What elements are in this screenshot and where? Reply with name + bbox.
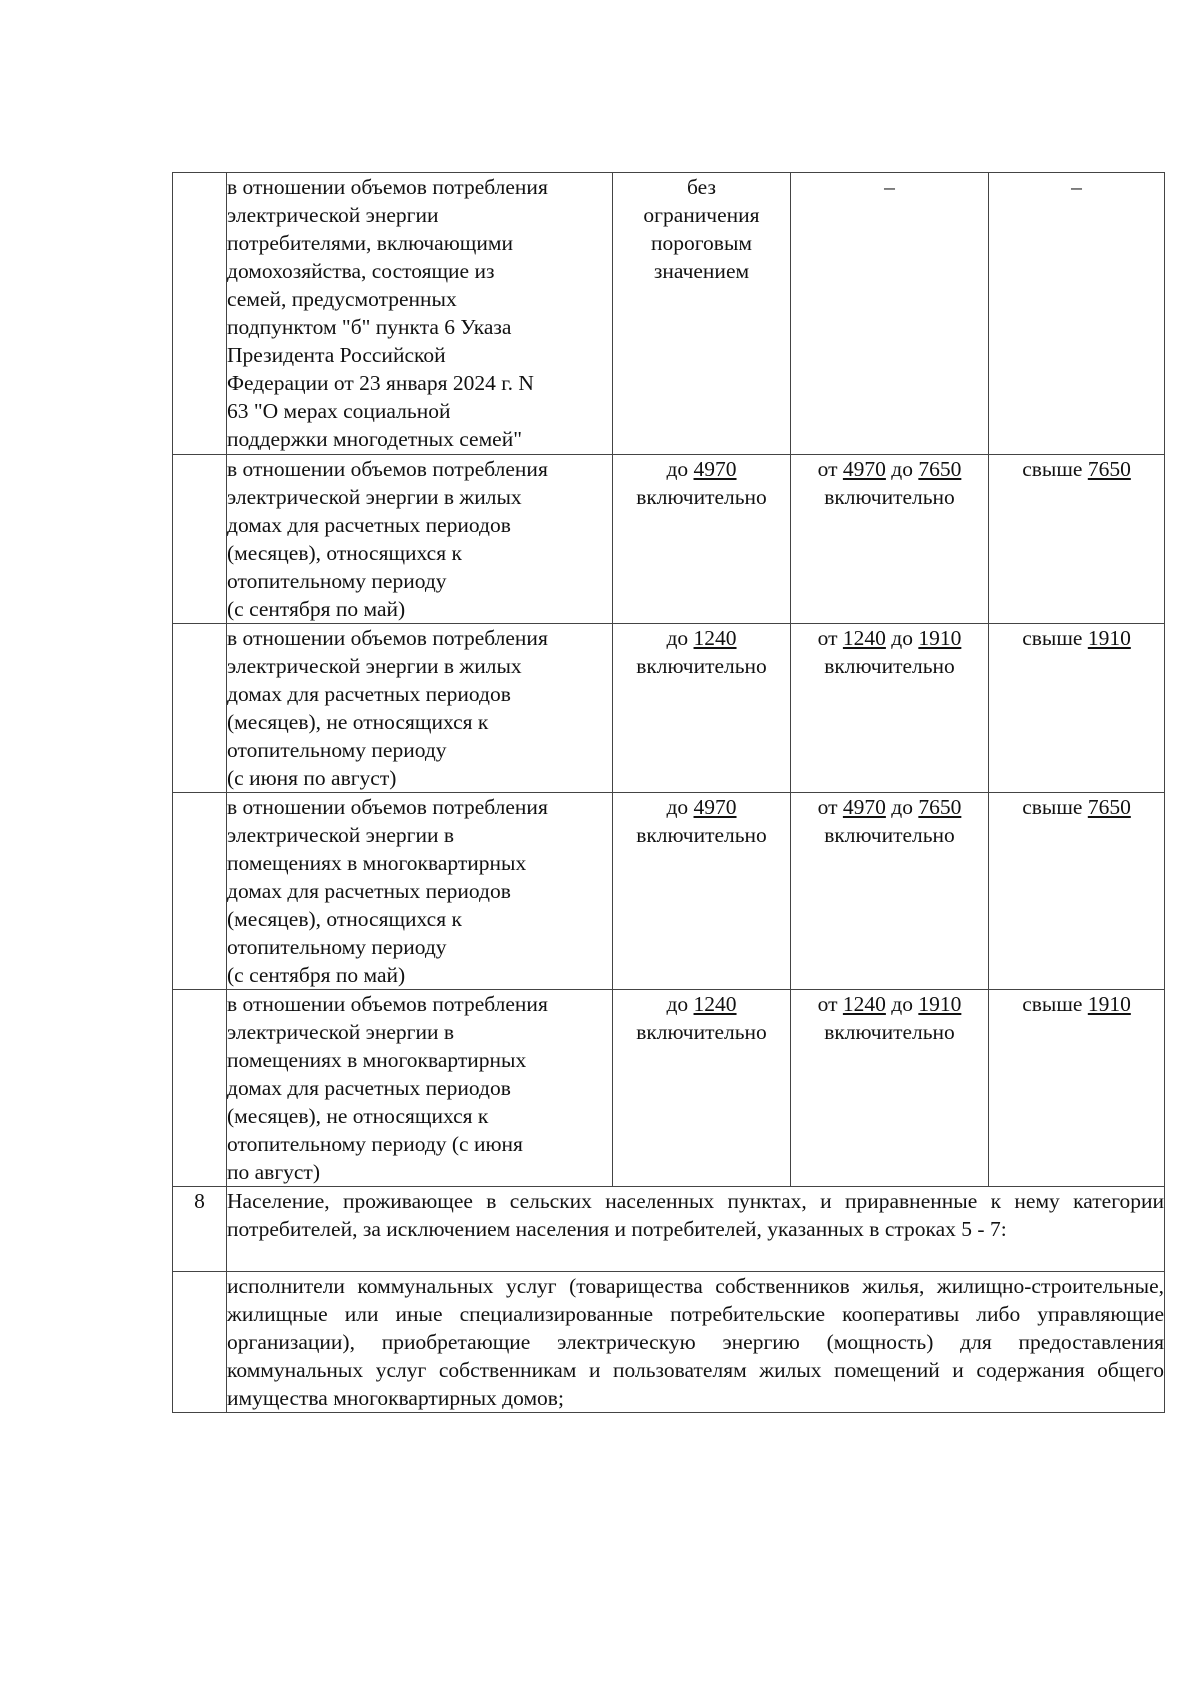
description-line: отопительному периоду (с июня [227,1132,523,1156]
range-separator: до [885,795,919,819]
description-line: (с сентября по май) [227,963,406,987]
threshold-cell-upper [989,455,1165,624]
table-row [173,624,1165,793]
description-cell [227,990,613,1187]
description-line: электрической энергии в [227,1020,454,1044]
table-row [173,1272,1165,1413]
threshold-cell-lower [613,990,791,1187]
section-heading-cell: Население, проживающее в сельских населенных пунктах, и приравненные к нему категории потребителей, за исключением населения и потребителей, указанных в строках 5 - 7: [227,1187,1165,1272]
table-row [173,1187,1165,1272]
description-line: (с сентября по май) [227,597,406,621]
description-line: в отношении объемов потребления [227,626,548,650]
table-row [173,793,1165,990]
description-cell [227,455,613,624]
range-to-link[interactable]: 7650 [918,457,962,481]
threshold-cell-range [791,455,989,624]
range-prefix: от [817,795,843,819]
threshold-value-link[interactable]: 4970 [693,795,737,819]
dash-mark: – [884,175,895,199]
upper-value-link[interactable]: 7650 [1087,795,1131,819]
row-number-cell [173,455,227,624]
row-number-cell [173,173,227,455]
row-number-cell [173,624,227,793]
threshold-cell-range [791,624,989,793]
threshold-cell-upper [989,624,1165,793]
threshold-value-link[interactable]: 1240 [693,992,737,1016]
range-separator: до [885,992,919,1016]
threshold-cell-upper [989,793,1165,990]
description-line: Федерации от 23 января 2024 г. N [227,371,534,395]
description-line: в отношении объемов потребления [227,992,548,1016]
description-line: (месяцев), не относящихся к [227,710,489,734]
threshold-cell-lower [613,173,791,455]
description-line: в отношении объемов потребления [227,795,548,819]
description-line: по август) [227,1160,320,1184]
description-line: домах для расчетных периодов [227,879,511,903]
description-line: подпунктом "б" пункта 6 Указа [227,315,512,339]
range-prefix: от [817,992,843,1016]
upper-value-link[interactable]: 7650 [1087,457,1131,481]
upper-prefix: свыше [1022,992,1088,1016]
threshold-prefix: до [666,992,694,1016]
description-cell [227,173,613,455]
range-suffix: включительно [824,654,955,678]
description-line: (с июня по август) [227,766,397,790]
row-number-cell [173,990,227,1187]
threshold-suffix: включительно [636,1020,767,1044]
upper-value-link[interactable]: 1910 [1087,626,1131,650]
description-line: отопительному периоду [227,738,447,762]
description-line: (месяцев), относящихся к [227,907,462,931]
range-from-link[interactable]: 4970 [842,795,886,819]
range-prefix: от [817,457,843,481]
range-prefix: от [817,626,843,650]
row-number-cell [173,1272,227,1413]
threshold-prefix: до [666,457,694,481]
description-line: в отношении объемов потребления [227,457,548,481]
range-from-link[interactable]: 1240 [842,626,886,650]
threshold-text: ограничения [643,203,760,227]
description-cell [227,624,613,793]
row-number-cell: 8 [173,1187,227,1272]
description-line: домах для расчетных периодов [227,513,511,537]
description-line: 63 "О мерах социальной [227,399,451,423]
threshold-text: без [687,175,716,199]
threshold-cell-lower [613,455,791,624]
threshold-prefix: до [666,795,694,819]
threshold-prefix: до [666,626,694,650]
threshold-suffix: включительно [636,654,767,678]
description-line: (месяцев), относящихся к [227,541,462,565]
description-cell [227,793,613,990]
range-suffix: включительно [824,1020,955,1044]
description-line: электрической энергии в жилых [227,485,522,509]
upper-value-link[interactable]: 1910 [1087,992,1131,1016]
description-line: помещениях в многоквартирных [227,851,527,875]
description-line: Президента Российской [227,343,446,367]
range-from-link[interactable]: 4970 [842,457,886,481]
threshold-cell-lower [613,793,791,990]
description-line: поддержки многодетных семей" [227,427,522,451]
threshold-cell-range [791,990,989,1187]
threshold-cell-range [791,173,989,455]
threshold-value-link[interactable]: 1240 [693,626,737,650]
threshold-text: значением [653,259,750,283]
threshold-cell-upper [989,173,1165,455]
range-separator: до [885,626,919,650]
description-line: домах для расчетных периодов [227,1076,511,1100]
description-line: электрической энергии [227,203,439,227]
table-row [173,455,1165,624]
description-line: отопительному периоду [227,935,447,959]
threshold-value-link[interactable]: 4970 [693,457,737,481]
range-to-link[interactable]: 1910 [918,992,962,1016]
upper-prefix: свыше [1022,457,1088,481]
threshold-cell-lower [613,624,791,793]
threshold-suffix: включительно [636,823,767,847]
description-line: домохозяйства, состоящие из [227,259,495,283]
table-row [173,173,1165,455]
range-suffix: включительно [824,485,955,509]
upper-prefix: свыше [1022,795,1088,819]
description-line: в отношении объемов потребления [227,175,548,199]
threshold-cell-range [791,793,989,990]
description-line: отопительному периоду [227,569,447,593]
threshold-cell-upper [989,990,1165,1187]
range-to-link[interactable]: 7650 [918,795,962,819]
description-line: электрической энергии в [227,823,454,847]
range-from-link[interactable]: 1240 [842,992,886,1016]
section-item-cell: исполнители коммунальных услуг (товарищества собственников жилья, жилищно-строительные, жилищные или иные специализированные потребительские кооперативы либо управляющие организации), приобретающие электрическую энергию (мощность) для предоставления коммунальных услуг собственникам и пользователям жилых помещений и содержания общего имущества многоквартирных домов; [227,1272,1165,1413]
description-line: потребителями, включающими [227,231,513,255]
range-to-link[interactable]: 1910 [918,626,962,650]
dash-mark: – [1071,175,1082,199]
description-line: электрической энергии в жилых [227,654,522,678]
tariff-thresholds-table [172,172,1165,1413]
description-line: семей, предусмотренных [227,287,457,311]
description-line: (месяцев), не относящихся к [227,1104,489,1128]
description-line: помещениях в многоквартирных [227,1048,527,1072]
table-row [173,990,1165,1187]
description-line: домах для расчетных периодов [227,682,511,706]
range-separator: до [885,457,919,481]
threshold-text: пороговым [651,231,752,255]
threshold-suffix: включительно [636,485,767,509]
row-number-cell [173,793,227,990]
range-suffix: включительно [824,823,955,847]
upper-prefix: свыше [1022,626,1088,650]
